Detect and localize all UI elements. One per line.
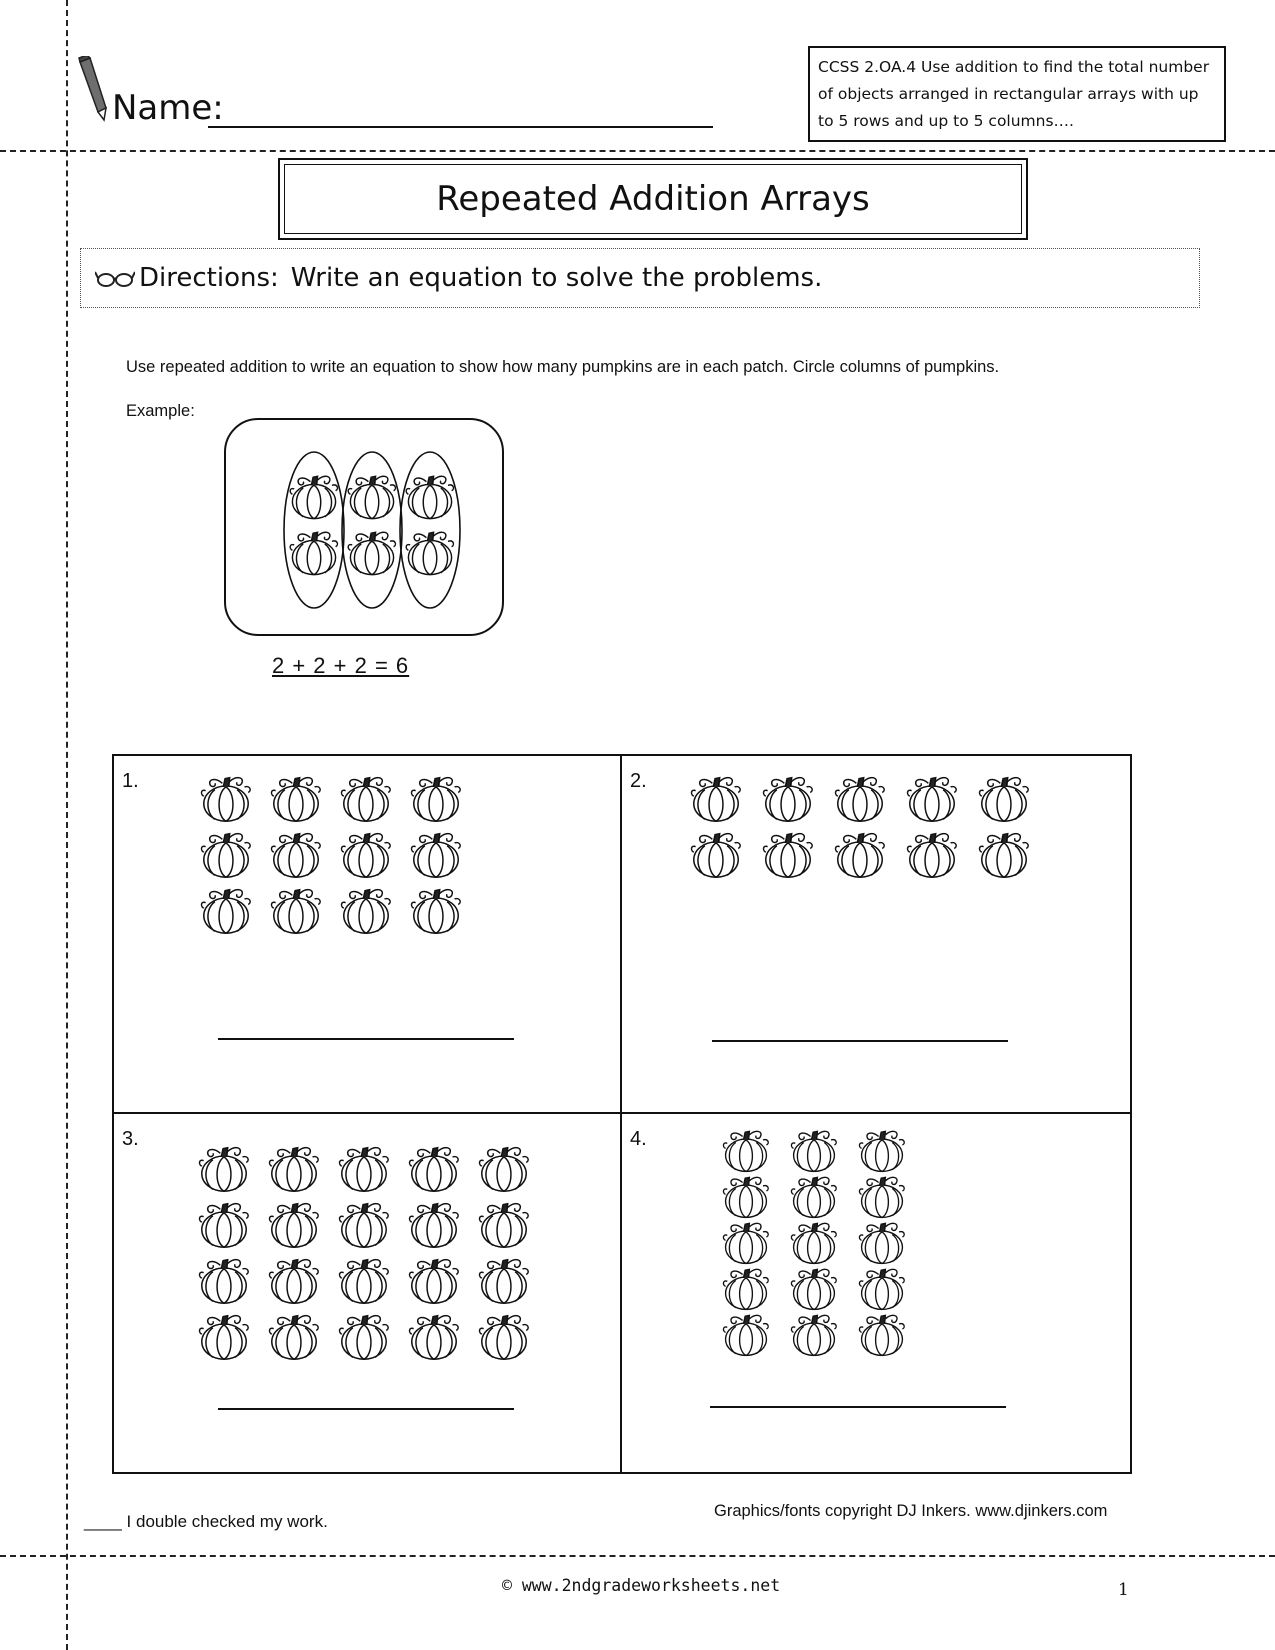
pumpkin-icon bbox=[476, 1144, 532, 1194]
page-number: 1 bbox=[1118, 1580, 1129, 1600]
problem-grid bbox=[112, 754, 1132, 1474]
pumpkin-icon bbox=[718, 1220, 774, 1266]
pumpkin-icon bbox=[760, 830, 816, 880]
copyright-text: Graphics/fonts copyright DJ Inkers. www.djinkers.com bbox=[714, 1502, 1108, 1520]
answer-line[interactable] bbox=[712, 1040, 1008, 1042]
margin-line-left bbox=[66, 0, 68, 1650]
answer-line[interactable] bbox=[710, 1406, 1006, 1408]
pumpkin-icon bbox=[336, 1312, 392, 1362]
pumpkin-icon bbox=[406, 1200, 462, 1250]
problem-number: 1. bbox=[122, 770, 139, 792]
pumpkin-icon bbox=[786, 1266, 842, 1312]
glasses-icon bbox=[95, 268, 135, 288]
pumpkin-icon bbox=[688, 830, 744, 880]
pumpkin-icon bbox=[854, 1220, 910, 1266]
pumpkin-icon bbox=[832, 774, 888, 824]
pumpkin-icon bbox=[198, 886, 254, 936]
answer-line[interactable] bbox=[218, 1038, 514, 1040]
pumpkin-icon bbox=[688, 774, 744, 824]
pumpkin-icon bbox=[760, 774, 816, 824]
pumpkin-icon bbox=[266, 1200, 322, 1250]
pumpkin-icon bbox=[718, 1174, 774, 1220]
problem-3 bbox=[114, 1114, 622, 1472]
name-label: Name: bbox=[112, 88, 224, 128]
pumpkin-icon bbox=[854, 1174, 910, 1220]
pumpkin-icon bbox=[198, 774, 254, 824]
pumpkin-icon bbox=[786, 1174, 842, 1220]
pumpkin-icon bbox=[476, 1200, 532, 1250]
pumpkin-icon bbox=[268, 774, 324, 824]
pumpkin-icon bbox=[408, 830, 464, 880]
pumpkin-icon bbox=[854, 1266, 910, 1312]
pumpkin-icon bbox=[290, 532, 337, 574]
pumpkin-icon bbox=[786, 1312, 842, 1358]
pumpkin-icon bbox=[266, 1144, 322, 1194]
directions-label: Directions: bbox=[139, 263, 279, 293]
pumpkin-icon bbox=[196, 1200, 252, 1250]
directions-box bbox=[80, 248, 1200, 308]
pumpkin-icon bbox=[976, 774, 1032, 824]
answer-line[interactable] bbox=[218, 1408, 514, 1410]
pumpkin-icon bbox=[266, 1256, 322, 1306]
pumpkin-icon bbox=[198, 830, 254, 880]
pumpkin-icon bbox=[976, 830, 1032, 880]
pumpkin-icon bbox=[904, 830, 960, 880]
pencil-icon bbox=[74, 56, 114, 124]
problem-number: 4. bbox=[630, 1128, 647, 1150]
pumpkin-icon bbox=[268, 886, 324, 936]
pumpkin-icon bbox=[408, 886, 464, 936]
pumpkin-icon bbox=[406, 1256, 462, 1306]
double-check-line: ____ I double checked my work. bbox=[84, 1512, 328, 1531]
pumpkin-icon bbox=[338, 830, 394, 880]
pumpkin-icon bbox=[406, 476, 453, 518]
pumpkin-icon bbox=[854, 1128, 910, 1174]
pumpkin-icon bbox=[408, 774, 464, 824]
pumpkin-icon bbox=[718, 1312, 774, 1358]
problem-1 bbox=[114, 756, 622, 1114]
pumpkin-icon bbox=[338, 774, 394, 824]
pumpkin-icon bbox=[338, 886, 394, 936]
problem-4 bbox=[622, 1114, 1130, 1472]
pumpkin-icon bbox=[348, 476, 395, 518]
column-circle bbox=[284, 452, 344, 608]
cut-line-bottom bbox=[0, 1555, 1275, 1557]
column-circle bbox=[342, 452, 402, 608]
pumpkin-icon bbox=[832, 830, 888, 880]
pumpkin-icon bbox=[196, 1256, 252, 1306]
example-patch bbox=[224, 418, 504, 636]
pumpkin-icon bbox=[290, 476, 337, 518]
pumpkin-icon bbox=[854, 1312, 910, 1358]
pumpkin-icon bbox=[476, 1312, 532, 1362]
example-equation: 2 + 2 + 2 = 6 bbox=[272, 653, 410, 678]
name-line[interactable] bbox=[208, 126, 713, 128]
pumpkin-icon bbox=[718, 1266, 774, 1312]
pumpkin-icon bbox=[406, 532, 453, 574]
cut-line-top bbox=[0, 150, 1275, 152]
example-label: Example: bbox=[126, 402, 195, 420]
pumpkin-icon bbox=[196, 1144, 252, 1194]
standard-box bbox=[808, 46, 1226, 142]
page-title: Repeated Addition Arrays bbox=[284, 164, 1022, 234]
example-array bbox=[224, 418, 504, 636]
column-circle bbox=[400, 452, 460, 608]
pumpkin-icon bbox=[904, 774, 960, 824]
directions-text: Write an equation to solve the problems. bbox=[290, 263, 823, 293]
standard-text: CCSS 2.OA.4 Use addition to find the total number of objects arranged in rectangular arrays with up to 5 rows and up to 5 columns…. bbox=[818, 58, 1210, 130]
problem-number: 3. bbox=[122, 1128, 139, 1150]
pumpkin-icon bbox=[336, 1256, 392, 1306]
pumpkin-icon bbox=[266, 1312, 322, 1362]
problem-2 bbox=[622, 756, 1130, 1114]
problem-number: 2. bbox=[630, 770, 647, 792]
pumpkin-icon bbox=[786, 1128, 842, 1174]
pumpkin-icon bbox=[406, 1312, 462, 1362]
pumpkin-icon bbox=[336, 1144, 392, 1194]
title-box bbox=[278, 158, 1028, 240]
instruction-text: Use repeated addition to write an equation to show how many pumpkins are in each patch. Circle columns of pumpkins. bbox=[126, 358, 1000, 376]
pumpkin-icon bbox=[348, 532, 395, 574]
website-text: © www.2ndgradeworksheets.net bbox=[502, 1576, 781, 1595]
pumpkin-icon bbox=[718, 1128, 774, 1174]
pumpkin-icon bbox=[406, 1144, 462, 1194]
pumpkin-icon bbox=[268, 830, 324, 880]
pumpkin-icon bbox=[336, 1200, 392, 1250]
pumpkin-icon bbox=[196, 1312, 252, 1362]
pumpkin-icon bbox=[476, 1256, 532, 1306]
pumpkin-icon bbox=[786, 1220, 842, 1266]
